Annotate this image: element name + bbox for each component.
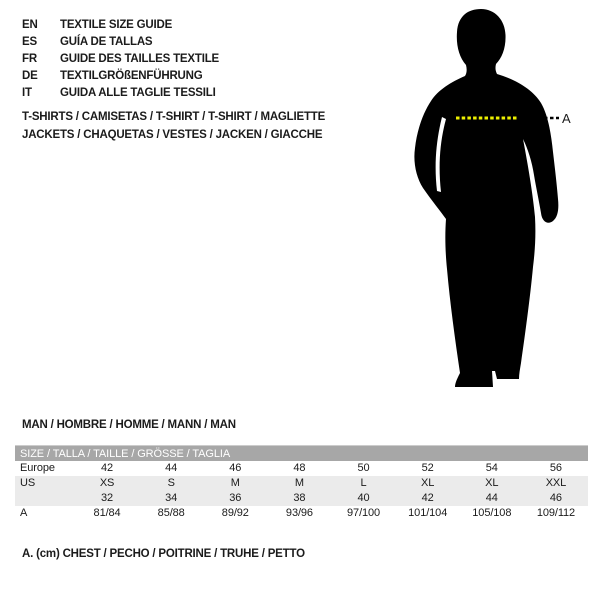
- table-cell: 36: [229, 492, 242, 504]
- language-row: [22, 33, 219, 50]
- table-row: [15, 461, 588, 476]
- table-cell: XS: [99, 477, 115, 489]
- language-code: ES: [22, 35, 37, 48]
- table-row-label: Europe: [20, 462, 55, 474]
- table-row-label: A: [20, 507, 28, 519]
- table-row: [15, 506, 588, 521]
- category-list: [22, 108, 325, 144]
- category-line: T-SHIRTS / CAMISETAS / T-SHIRT / T-SHIRT / MAGLIETTE: [22, 111, 326, 123]
- table-row-label: [15, 491, 75, 506]
- table-cell: 46: [549, 492, 562, 504]
- table-cell: 34: [165, 492, 178, 504]
- table-cell: 42: [101, 462, 114, 474]
- table-cell: 52: [421, 462, 434, 474]
- language-code: EN: [22, 18, 38, 31]
- table-cell: 105/108: [472, 507, 512, 519]
- table-cell: 89/92: [221, 507, 249, 519]
- table-row: [15, 491, 588, 506]
- table-row: [15, 476, 588, 491]
- table-cell: 46: [229, 462, 242, 474]
- table-cell: XXL: [545, 477, 567, 489]
- figure-panel: [405, 5, 575, 401]
- language-label: GUIDE DES TAILLES TEXTILE: [60, 52, 219, 65]
- table-cell: 81/84: [93, 507, 121, 519]
- measurement-footnote: A. (cm) CHEST / PECHO / POITRINE / TRUHE / PETTO: [22, 548, 305, 560]
- language-label: GUIDA ALLE TAGLIE TESSILI: [60, 86, 216, 99]
- table-cell: 38: [293, 492, 306, 504]
- table-cell: 85/88: [157, 507, 185, 519]
- language-code: IT: [22, 86, 32, 99]
- size-table: [15, 445, 588, 521]
- table-cell: 93/96: [285, 507, 313, 519]
- category-line: JACKETS / CHAQUETAS / VESTES / JACKEN / GIACCHE: [22, 129, 323, 141]
- table-cell: XL: [485, 477, 499, 489]
- table-cell: 32: [101, 492, 114, 504]
- language-label: TEXTILE SIZE GUIDE: [60, 18, 173, 31]
- language-label: TEXTILGRÖßENFÜHRUNG: [60, 69, 203, 82]
- table-cell: 44: [485, 492, 498, 504]
- table-cell: L: [360, 477, 367, 489]
- table-cell: 50: [357, 462, 370, 474]
- table-cell: 56: [549, 462, 562, 474]
- table-cell: 54: [485, 462, 498, 474]
- language-row: [22, 84, 219, 101]
- language-row: [22, 16, 219, 33]
- table-cell: 101/104: [408, 507, 448, 519]
- measure-label: A: [562, 111, 571, 126]
- table-cell: M: [230, 477, 240, 489]
- language-row: [22, 50, 219, 67]
- language-list: [22, 16, 219, 101]
- table-row-label: US: [20, 477, 36, 489]
- language-row: [22, 67, 219, 84]
- man-silhouette-svg: [405, 5, 575, 401]
- size-table-header: SIZE / TALLA / TAILLE / GRÖSSE / TAGLIA: [15, 445, 588, 461]
- language-label: GUÍA DE TALLAS: [60, 35, 153, 48]
- size-table-body: [15, 461, 588, 521]
- table-cell: 42: [421, 492, 434, 504]
- table-cell: 40: [357, 492, 370, 504]
- table-cell: 44: [165, 462, 178, 474]
- table-cell: S: [167, 477, 175, 489]
- language-code: FR: [22, 52, 37, 65]
- man-silhouette: [414, 9, 558, 387]
- table-cell: XL: [421, 477, 435, 489]
- table-cell: 48: [293, 462, 306, 474]
- table-cell: 109/112: [536, 507, 576, 519]
- section-title: MAN / HOMBRE / HOMME / MANN / MAN: [22, 419, 236, 431]
- table-cell: 97/100: [347, 507, 381, 519]
- language-code: DE: [22, 69, 38, 82]
- table-cell: M: [294, 477, 304, 489]
